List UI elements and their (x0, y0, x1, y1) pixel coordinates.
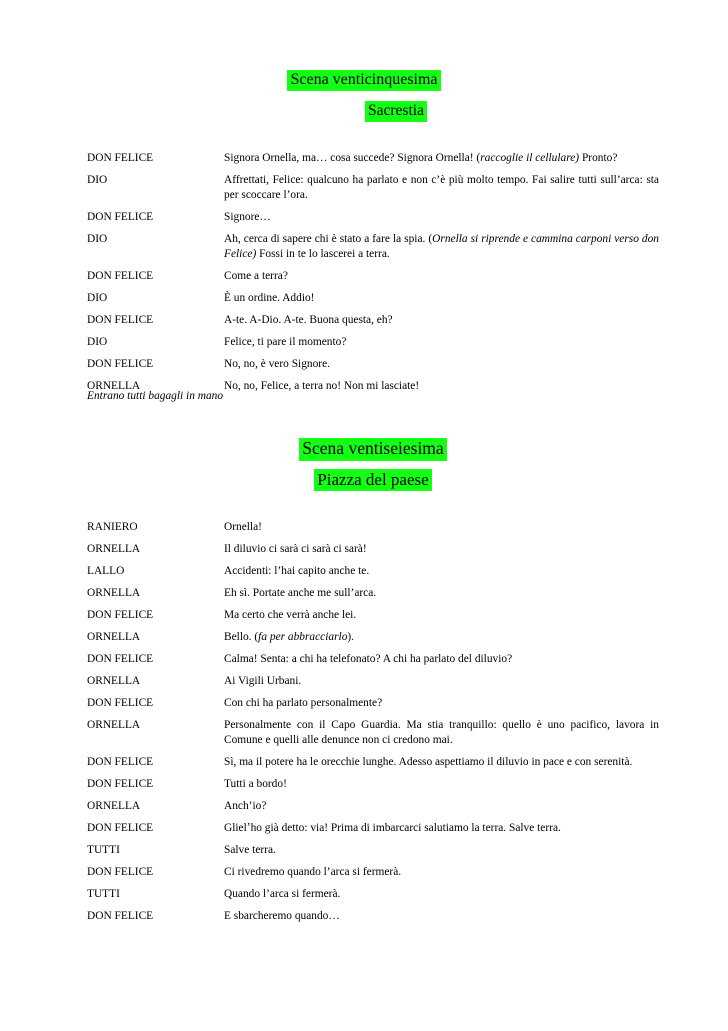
dialogue-line (87, 821, 659, 836)
dialogue-text (224, 674, 659, 689)
dialogue-text (224, 586, 659, 601)
dialogue-line (87, 799, 659, 814)
line-text: Ma certo che verrà anche lei. (224, 609, 357, 621)
speaker-name: DON FELICE (87, 609, 154, 621)
speaker-name: ORNELLA (87, 719, 141, 731)
stage-note: raccoglie il cellulare) (480, 152, 580, 164)
speaker-name: DON FELICE (87, 152, 154, 164)
line-text: Il diluvio ci sarà ci sarà ci sarà! (224, 543, 367, 555)
speaker-name: DON FELICE (87, 314, 154, 326)
speaker-name: ORNELLA (87, 587, 141, 599)
scene-place (0, 101, 728, 122)
line-text: Eh sì. Portate anche me sull’arca. (224, 587, 377, 599)
dialogue-text (224, 291, 659, 306)
dialogue-text (224, 542, 659, 557)
speaker-name: ORNELLA (87, 543, 141, 555)
line-text: Ci rivedremo quando l’arca si fermerà. (224, 866, 402, 878)
dialogue-line (87, 313, 659, 328)
line-text: Felice, ti pare il momento? (224, 336, 347, 348)
line-text: Come a terra? (224, 270, 288, 282)
dialogue-line (87, 865, 659, 880)
dialogue-line (87, 909, 659, 924)
dialogue-line (87, 608, 659, 623)
scene-place-text: Sacrestia (365, 101, 427, 122)
speaker-name: ORNELLA (87, 675, 141, 687)
dialogue-text (224, 210, 659, 225)
speaker-name: DIO (87, 174, 108, 186)
stage-note: fa per abbracciarlo (258, 631, 348, 643)
line-text: Personalmente con il Capo Guardia. Ma stia tranquillo: quello è uno pacifico, lavora in Comune e quelli alle denunce non ci credono mai. (224, 719, 659, 746)
dialogue-line (87, 542, 659, 557)
dialogue-text (224, 379, 659, 394)
line-text: A-te. A-Dio. A-te. Buona questa, eh? (224, 314, 393, 326)
dialogue-text (224, 821, 659, 836)
line-text: Anch’io? (224, 800, 267, 812)
scene-place (0, 469, 728, 491)
dialogue-line (87, 755, 659, 770)
speaker-name: DON FELICE (87, 653, 154, 665)
speaker-name: LALLO (87, 565, 125, 577)
dialogue-text (224, 520, 659, 535)
dialogue-line (87, 210, 659, 225)
dialogue-line (87, 564, 659, 579)
line-text: Glielʼho già detto: via! Prima di imbarcarci salutiamo la terra. Salve terra. (224, 822, 561, 834)
line-text: No, no, è vero Signore. (224, 358, 330, 370)
speaker-name: DON FELICE (87, 866, 154, 878)
line-text: No, no, Felice, a terra no! Non mi lasciate! (224, 380, 420, 392)
dialogue-text (224, 777, 659, 792)
dialogue-line (87, 652, 659, 667)
speaker-name: DON FELICE (87, 211, 154, 223)
dialogue-text (224, 652, 659, 667)
line-text: Ornella! (224, 521, 262, 533)
speaker-name: ORNELLA (87, 631, 141, 643)
stage-direction: Entrano tutti bagagli in mano (87, 390, 224, 402)
speaker-name: DIO (87, 233, 108, 245)
scene-place-text: Piazza del paese (314, 469, 431, 491)
dialogue-line (87, 173, 659, 203)
dialogue-line (87, 586, 659, 601)
dialogue-line (87, 777, 659, 792)
line-text: Calma! Senta: a chi ha telefonato? A chi ha parlato del diluvio? (224, 653, 513, 665)
dialogue-block (87, 151, 659, 401)
line-text: Fossi in te lo lascerei a terra. (256, 248, 390, 260)
line-text: Ah, cerca di sapere chi è stato a fare la spia. ( (224, 233, 433, 245)
dialogue-line (87, 843, 659, 858)
line-text: Tutti a bordo! (224, 778, 287, 790)
dialogue-text (224, 608, 659, 623)
dialogue-line (87, 291, 659, 306)
dialogue-line (87, 232, 659, 262)
dialogue-text (224, 564, 659, 579)
dialogue-text (224, 630, 659, 645)
dialogue-line (87, 357, 659, 372)
speaker-name: DON FELICE (87, 697, 154, 709)
dialogue-line (87, 151, 659, 166)
dialogue-line (87, 696, 659, 711)
line-text: Bello. ( (224, 631, 259, 643)
dialogue-line (87, 335, 659, 350)
speaker-name: ORNELLA (87, 380, 141, 392)
speaker-name: DON FELICE (87, 822, 154, 834)
dialogue-text (224, 151, 659, 166)
dialogue-line (87, 520, 659, 535)
dialogue-text (224, 357, 659, 372)
dialogue-text (224, 313, 659, 328)
line-text: È un ordine. Addio! (224, 292, 315, 304)
speaker-name: DIO (87, 336, 108, 348)
dialogue-text (224, 755, 659, 770)
line-text: Affrettati, Felice: qualcuno ha parlato e non c’è più molto tempo. Fai salire tutti sull’arca: sta per scoccare l’ora. (224, 174, 659, 201)
line-text: Signora Ornella, ma… cosa succede? Signora Ornella! ( (224, 152, 481, 164)
dialogue-text (224, 718, 659, 748)
speaker-name: DON FELICE (87, 270, 154, 282)
line-text: Quando l’arca si fermerà. (224, 888, 341, 900)
dialogue-line (87, 887, 659, 902)
speaker-name: ORNELLA (87, 800, 141, 812)
line-text: Salve terra. (224, 844, 276, 856)
line-text: ). (347, 631, 355, 643)
line-text: Pronto? (579, 152, 618, 164)
scene-title-text: Scena venticinquesima (287, 70, 440, 91)
scene-title-text: Scena ventiseiesima (299, 438, 446, 461)
speaker-name: DON FELICE (87, 358, 154, 370)
dialogue-text (224, 696, 659, 711)
speaker-name: TUTTI (87, 844, 120, 856)
line-text: Ai Vigili Urbani. (224, 675, 302, 687)
speaker-name: DON FELICE (87, 778, 154, 790)
stage-note: Ornella si riprende e cammina carponi verso don Felice) (224, 233, 659, 260)
line-text: Signore… (224, 211, 271, 223)
line-text: Sì, ma il potere ha le orecchie lunghe. Adesso aspettiamo il diluvio in pace e con serenità. (224, 756, 633, 768)
speaker-name: DIO (87, 292, 108, 304)
dialogue-line (87, 718, 659, 748)
dialogue-text (224, 173, 659, 203)
speaker-name: RANIERO (87, 521, 138, 533)
speaker-name: DON FELICE (87, 756, 154, 768)
scene-title (0, 70, 728, 91)
dialogue-line (87, 269, 659, 284)
dialogue-text (224, 799, 659, 814)
line-text: Con chi ha parlato personalmente? (224, 697, 383, 709)
dialogue-block (87, 520, 659, 931)
speaker-name: DON FELICE (87, 910, 154, 922)
dialogue-text (224, 269, 659, 284)
line-text: E sbarcheremo quando… (224, 910, 340, 922)
dialogue-text (224, 887, 659, 902)
dialogue-text (224, 335, 659, 350)
dialogue-text (224, 843, 659, 858)
speaker-name: TUTTI (87, 888, 120, 900)
dialogue-text (224, 909, 659, 924)
dialogue-text (224, 865, 659, 880)
scene-title (0, 438, 728, 461)
dialogue-text (224, 232, 659, 262)
dialogue-line (87, 674, 659, 689)
dialogue-line (87, 630, 659, 645)
line-text: Accidenti: l’hai capito anche te. (224, 565, 370, 577)
